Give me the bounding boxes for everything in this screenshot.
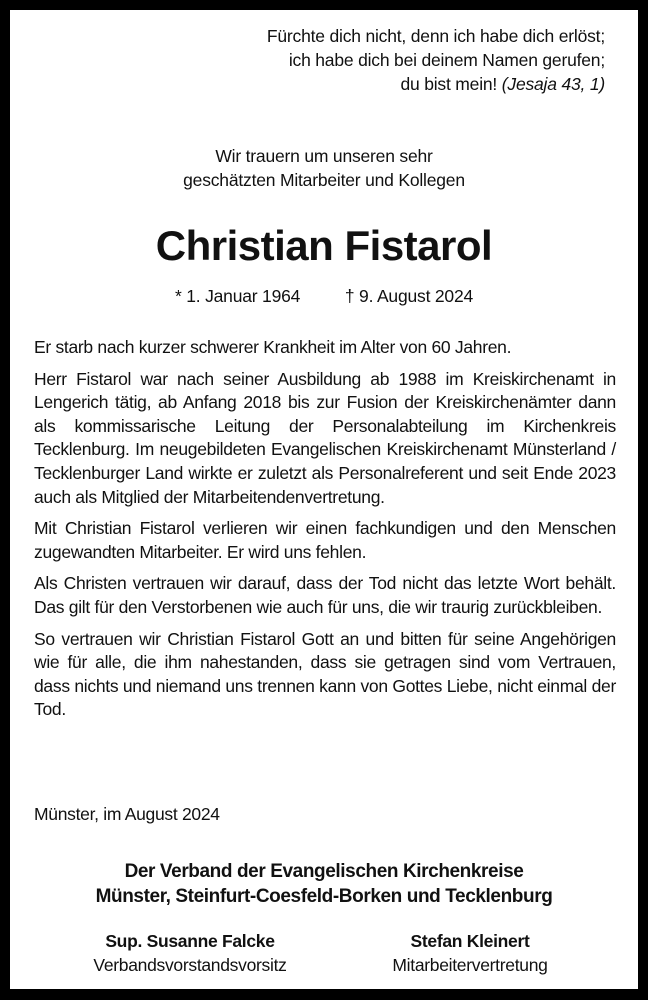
paragraph: Herr Fistarol war nach seiner Ausbildung ab 1988 im Kreiskirchenamt in Lengerich tätig, ab Anfang 2018 bis zur Fusion der Kreiskirchenämter dann als kommissarische Leitung der Personalabteilung im Kirchenkreis Tecklenburg. Im neugebildeten Evangelischen Kreiskirchenamt Münsterland / Tecklenburger Land wirkte er zuletzt als Personalreferent und seit Ende 2023 auch als Mitglied der Mitarbeitendenvertretung.	[34, 368, 616, 507]
intro-line: geschätzten Mitarbeiter und Kollegen	[183, 170, 465, 190]
paragraph: So vertrauen wir Christian Fistarol Gott an und bitten für seine Angehörigen wie für alle, die ihm nahestanden, dass sie getragen sind vom Vertrauen, dass nichts und niemand uns trennen kann von Gottes Liebe, nicht einmal der Tod.	[34, 628, 616, 720]
verse-line-text: du bist mein!	[400, 74, 498, 94]
place-date: Münster, im August 2024	[34, 804, 220, 824]
obituary-body	[34, 336, 616, 730]
paragraph: Er starb nach kurzer schwerer Krankheit im Alter von 60 Jahren.	[34, 337, 512, 357]
death-date: † 9. August 2024	[344, 286, 474, 306]
org-line: Münster, Steinfurt-Coesfeld-Borken und Tecklenburg	[95, 886, 553, 907]
intro-text	[10, 144, 638, 192]
signatory-role: Verbandsvorstandsvorsitz	[93, 955, 287, 975]
signatory-right	[330, 929, 610, 977]
life-dates	[10, 284, 638, 308]
verse-reference: (Jesaja 43, 1)	[501, 74, 605, 94]
obituary-notice	[10, 10, 638, 989]
paragraph: Als Christen vertrauen wir darauf, dass der Tod nicht das letzte Wort behält. Das gilt für den Verstorbenen wie auch für uns, die wir traurig zurückbleiben.	[34, 573, 616, 617]
verse-line: Fürchte dich nicht, denn ich habe dich erlöst;	[266, 26, 605, 46]
deceased-name: Christian Fistarol	[155, 222, 493, 269]
organization-signature	[10, 859, 638, 909]
signatory-name: Sup. Susanne Falcke	[105, 931, 275, 951]
signatory-left	[50, 929, 330, 977]
signatory-role: Mitarbeitervertretung	[392, 955, 548, 975]
signatory-name: Stefan Kleinert	[410, 931, 530, 951]
org-line: Der Verband der Evangelischen Kirchenkreise	[124, 861, 524, 882]
verse-line: ich habe dich bei deinem Namen gerufen;	[288, 50, 605, 70]
birth-date: * 1. Januar 1964	[174, 286, 301, 306]
bible-verse	[267, 24, 605, 96]
paragraph: Mit Christian Fistarol verlieren wir einen fachkundigen und den Menschen zugewandten Mitarbeiter. Er wird uns fehlen.	[34, 518, 616, 562]
verse-line	[267, 72, 605, 96]
intro-line: Wir trauern um unseren sehr	[215, 146, 433, 166]
